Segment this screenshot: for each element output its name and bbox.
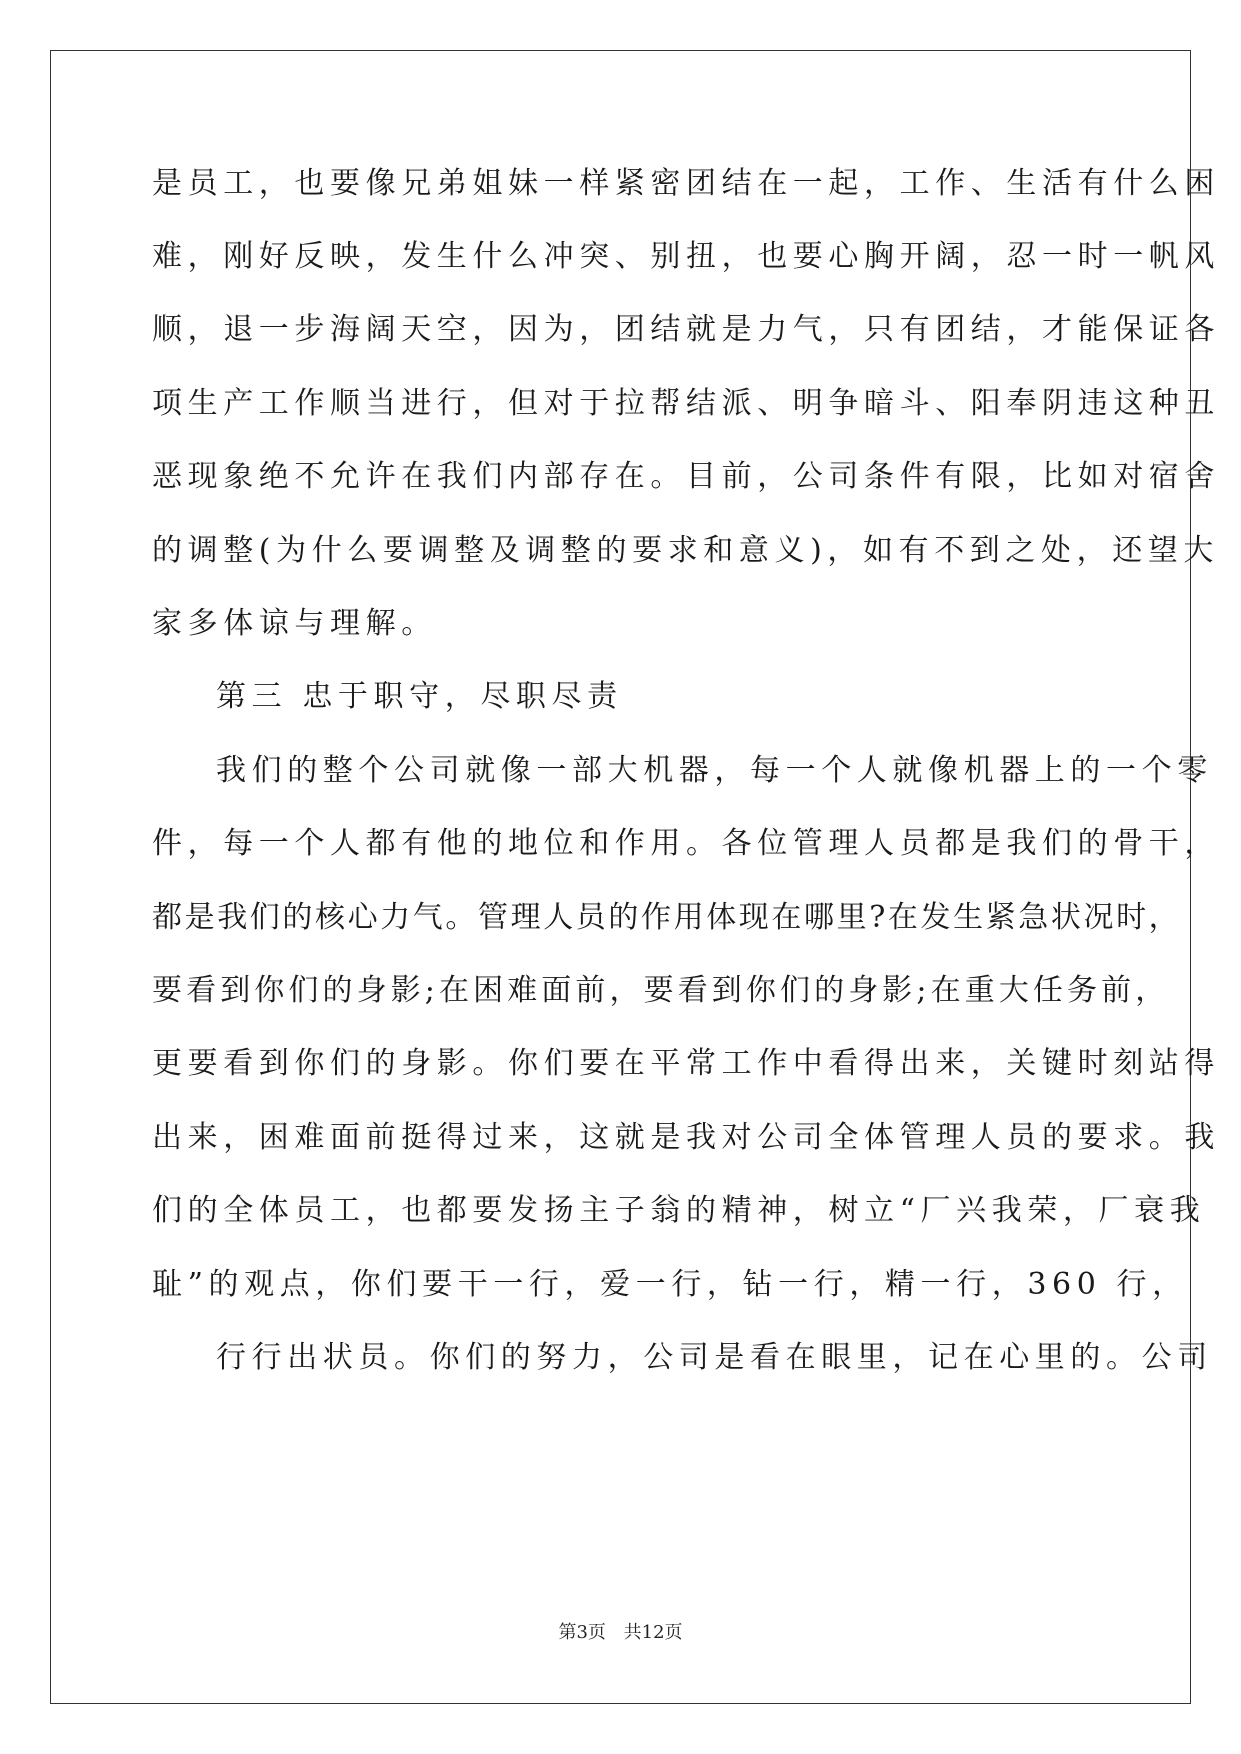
text-line: 恶现象绝不允许在我们内部存在。目前，公司条件有限，比如对宿舍 xyxy=(152,459,1220,494)
text-line: 行行出状员。你们的努力，公司是看在眼里，记在心里的。公司 xyxy=(216,1340,1213,1375)
text-line: 家多体谅与理解。 xyxy=(152,606,437,641)
page-footer xyxy=(0,1621,1241,1645)
text-line: 我们的整个公司就像一部大机器，每一个人就像机器上的一个零 xyxy=(216,753,1213,788)
text-line: 顺，退一步海阔天空，因为，团结就是力气，只有团结，才能保证各 xyxy=(152,312,1220,347)
text-line: 难，刚好反映，发生什么冲突、别扭，也要心胸开阔，忍一时一帆风 xyxy=(152,239,1220,274)
text-line: 更要看到你们的身影。你们要在平常工作中看得出来，关键时刻站得 xyxy=(152,1046,1220,1081)
section-heading: 第三 忠于职守，尽职尽责 xyxy=(216,679,623,714)
text-line: 是员工，也要像兄弟姐妹一样紧密团结在一起，工作、生活有什么困 xyxy=(152,166,1220,201)
page-number: 第3页 xyxy=(558,1622,606,1643)
text-line: 要看到你们的身影;在困难面前，要看到你们的身影;在重大任务前， xyxy=(152,973,1170,1008)
text-line: 耻”的观点，你们要干一行，爱一行，钻一行，精一行，360 行， xyxy=(152,1267,1188,1302)
page-border xyxy=(50,50,1191,1704)
text-line: 的调整(为什么要调整及调整的要求和意义)，如有不到之处，还望大 xyxy=(152,533,1220,568)
text-line: 出来，困难面前挺得过来，这就是我对公司全体管理人员的要求。我 xyxy=(152,1120,1220,1155)
text-line: 都是我们的核心力气。管理人员的作用体现在哪里?在发生紧急状况时， xyxy=(152,900,1182,935)
text-line: 项生产工作顺当进行，但对于拉帮结派、明争暗斗、阳奉阴违这种丑 xyxy=(152,386,1220,421)
text-line: 们的全体员工，也都要发扬主子翁的精神，树立“厂兴我荣，厂衰我 xyxy=(152,1193,1206,1228)
page-total: 共12页 xyxy=(623,1622,683,1643)
text-line: 件，每一个人都有他的地位和作用。各位管理人员都是我们的骨干， xyxy=(152,826,1220,861)
